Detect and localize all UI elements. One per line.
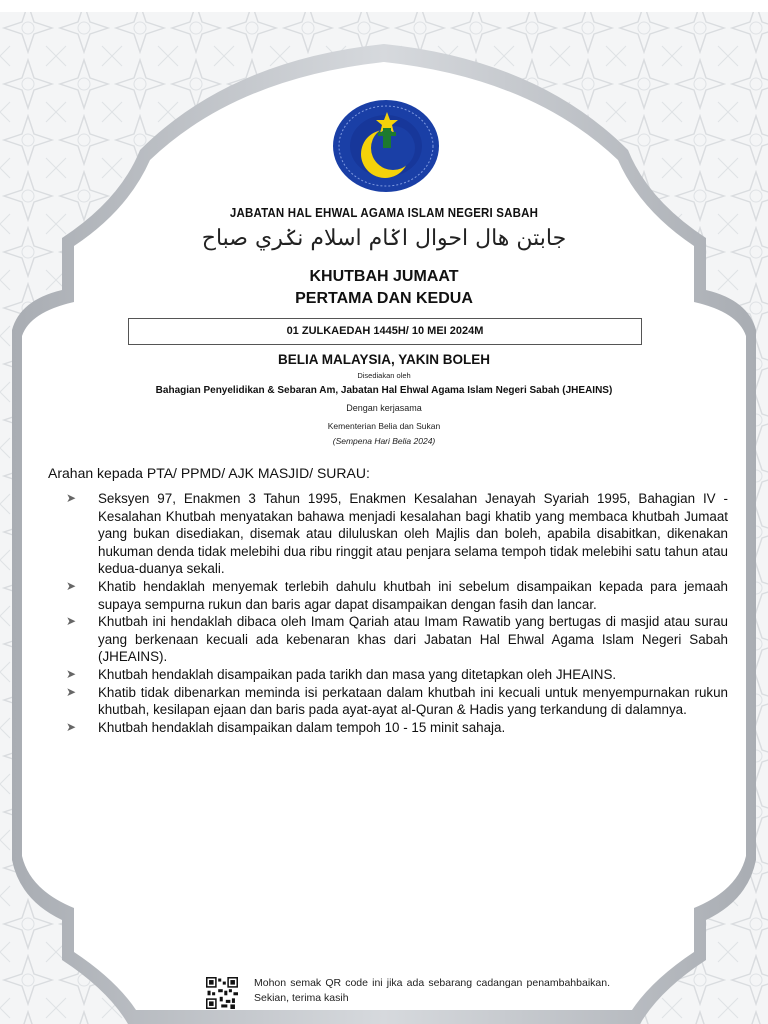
- arrow-bullet-icon: ➤: [66, 491, 77, 505]
- instruction-text: Khatib tidak dibenarkan meminda isi perkataan dalam khutbah ini kecuali untuk menyempurnakan rukun khutbah, kesilapan ejaan dan baris pada ayat-ayat al-Quran & Hadis yang terkandung di dalamnya.: [98, 684, 728, 718]
- instruction-item: [66, 578, 728, 613]
- instruction-text: Khutbah hendaklah disampaikan pada tarikh dan masa yang ditetapkan oleh JHEAINS.: [98, 666, 617, 682]
- instruction-item: [66, 684, 728, 719]
- sermon-theme: BELIA MALAYSIA, YAKIN BOLEH: [277, 352, 491, 367]
- arrow-bullet-icon: ➤: [66, 578, 77, 593]
- instruction-item: [66, 613, 728, 666]
- document-title-line1: KHUTBAH JUMAAT: [309, 268, 459, 285]
- collaborating-ministry: Kementerian Belia dan Sukan: [327, 421, 441, 431]
- collaboration-label: Dengan kerjasama: [346, 403, 422, 413]
- instruction-text: Khatib hendaklah menyemak terlebih dahulu khutbah ini sebelum disampaikan kepada para jemaah supaya sempurna rukun dan baris agar dapat disampaikan dengan fasih dan lancar.: [98, 578, 728, 612]
- instruction-item: [66, 666, 728, 684]
- instruction-item: [66, 719, 728, 737]
- date-box: 01 ZULKAEDAH 1445H/ 10 MEI 2024M: [128, 318, 642, 345]
- document-title-line2: PERTAMA DAN KEDUA: [295, 290, 473, 307]
- arrow-bullet-icon: ➤: [66, 684, 77, 699]
- arrow-bullet-icon: ➤: [66, 666, 77, 681]
- organization-name: JABATAN HAL EHWAL AGAMA ISLAM NEGERI SABAH: [229, 206, 539, 220]
- prepared-by-label: Disediakan oleh: [357, 371, 411, 380]
- state-islamic-crest-icon: [331, 98, 441, 194]
- instruction-text: Khutbah hendaklah disampaikan dalam tempoh 10 - 15 minit sahaja.: [98, 719, 506, 735]
- organization-name-arabic: جابتن هال احوال اݢام اسلام نݢري صباح: [201, 226, 567, 251]
- instructions-heading: Arahan kepada PTA/ PPMD/ AJK MASJID/ SURAU:: [48, 465, 370, 481]
- qr-feedback-note: Mohon semak QR code ini jika ada sebarang cadangan penambahbaikan. Sekian, terima kasih: [254, 977, 610, 1004]
- instruction-item: [66, 490, 728, 578]
- arrow-bullet-icon: ➤: [66, 614, 77, 629]
- arrow-bullet-icon: ➤: [66, 719, 77, 734]
- instructions-list: [66, 490, 728, 736]
- occasion: (Sempena Hari Belia 2024): [332, 436, 436, 446]
- preparing-division: Bahagian Penyelidikan & Sebaran Am, Jabatan Hal Ehwal Agama Islam Negeri Sabah (JHEAINS): [155, 385, 613, 396]
- instruction-text: Khutbah ini hendaklah dibaca oleh Imam Qariah atau Imam Rawatib yang bertugas di masjid atau surau yang berkenaan kecuali ada kebenaran khas dari Jabatan Hal Ehwal Agama Islam Negeri Sabah (JHEAINS).: [98, 614, 728, 665]
- qr-code-icon[interactable]: [206, 977, 238, 1009]
- instruction-text: Seksyen 97, Enakmen 3 Tahun 1995, Enakmen Kesalahan Jenayah Syariah 1995, Bahagian IV - Kesalahan Khutbah menyatakan bahawa menjadi kesalahan bagi khatib yang membaca khutbah Jumaat yang bukan disediakan, disemak atau diluluskan oleh Majlis dan boleh, apabila disabitkan, dikenakan hukuman denda tidak melebihi dua ribu ringgit atau penjara selama tempoh tidak melebihi satu tahun atau kedua-duanya sekali.: [98, 491, 728, 577]
